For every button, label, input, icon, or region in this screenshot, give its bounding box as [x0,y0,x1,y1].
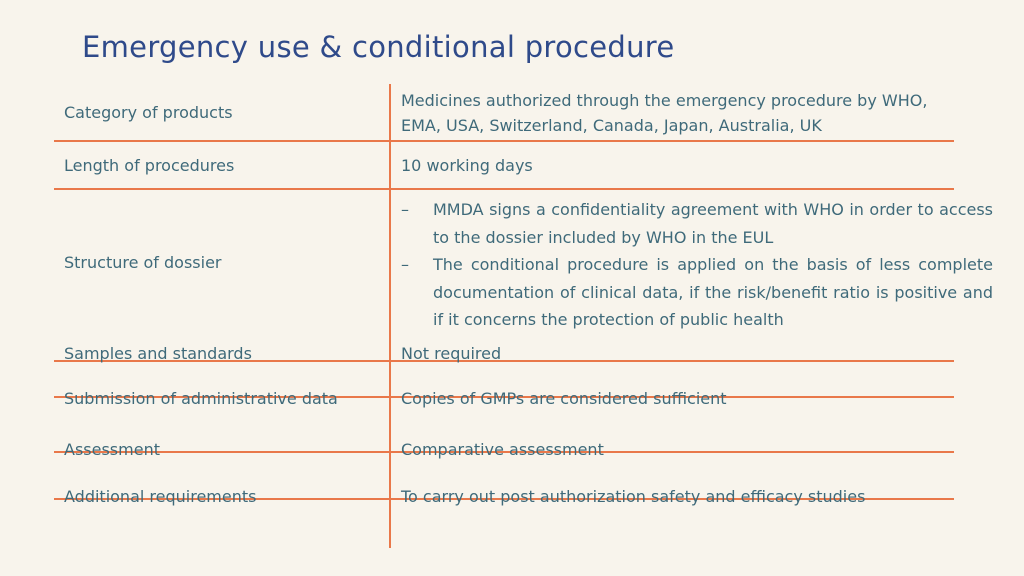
value-assessment: Comparative assessment [401,440,604,459]
value-length-of-procedures: 10 working days [401,156,533,175]
value-category-of-products-line-1: Medicines authorized through the emergency procedure by WHO, [401,91,928,110]
row-divider [54,188,954,190]
label-samples-and-standards: Samples and standards [64,344,252,363]
value-submission-of-administrative-data: Copies of GMPs are considered sufficient [401,389,727,408]
bullet-text: The conditional procedure is applied on the basis of less complete documentation of clinical data, if the risk/benefit ratio is positive and if it concerns the protection of public health [433,255,993,329]
value-samples-and-standards: Not required [401,344,502,363]
label-structure-of-dossier: Structure of dossier [64,253,222,272]
label-length-of-procedures: Length of procedures [64,156,235,175]
value-additional-requirements: To carry out post authorization safety and efficacy studies [401,487,866,506]
label-additional-requirements: Additional requirements [64,487,257,506]
list-item [401,196,993,251]
bullet-text: MMDA signs a confidentiality agreement with WHO in order to access to the dossier included by WHO in the EUL [433,200,993,247]
page-title: Emergency use & conditional procedure [82,30,675,64]
label-assessment: Assessment [64,440,160,459]
dossier-bullet-list [401,196,993,334]
label-submission-of-administrative-data: Submission of administrative data [64,389,338,408]
dash-bullet-icon: – [401,255,409,274]
dash-bullet-icon: – [401,200,409,219]
value-category-of-products-line-2: EMA, USA, Switzerland, Canada, Japan, Australia, UK [401,116,822,135]
list-item [401,251,993,334]
row-divider [54,140,954,142]
label-category-of-products: Category of products [64,103,233,122]
column-divider [389,84,391,548]
